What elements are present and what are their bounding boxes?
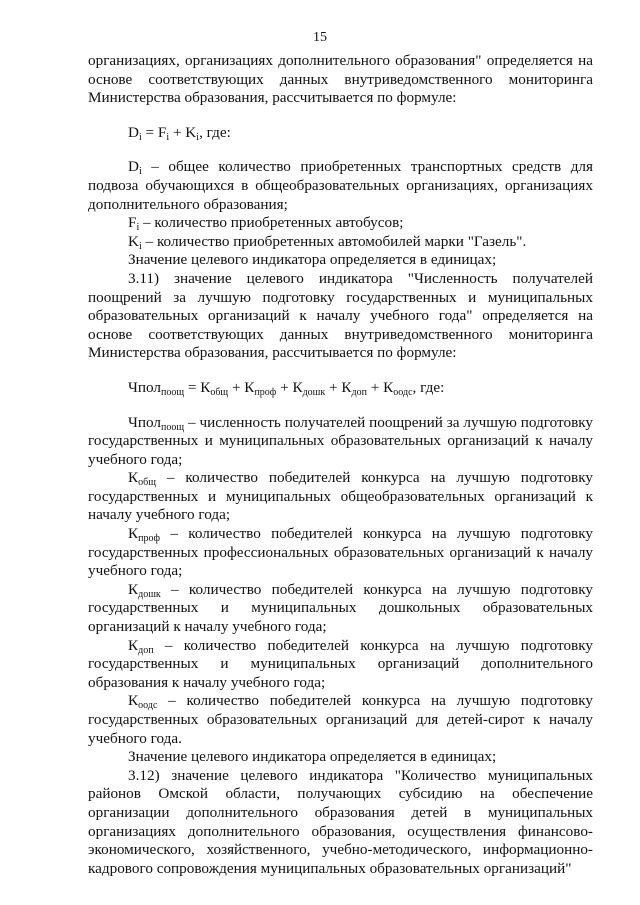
definition-k-prof: $К_{проф}$ – количество победителей конкурса на лучшую подготовку государственных профессиональных образовательных организаций к началу учебного года; [88,525,593,580]
definition-k-dop: $К_{доп}$ – количество победителей конкурса на лучшую подготовку государственных и муниципальных организаций дополнительного образования к началу учебного года; [88,636,593,691]
page-number: 15 [313,30,327,45]
definition-fi: $F_i$ – количество приобретенных автобусов; [128,214,404,234]
definition-k-obsch: $К_{общ}$ – количество победителей конкурса на лучшую подготовку государственных и муниципальных общеобразовательных организаций к началу учебного года; [88,469,593,524]
paragraph-continuation: организациях, организациях дополнительного образования" определяется на основе соответствующих данных внутриведомственного мониторинга Министерства образования, рассчитывается по формуле: [88,52,593,107]
formula-di: $D_i = F_i + K_i$, где: [128,123,231,143]
definition-chpol: Чпол$_{поощ}$ – численность получателей поощрений за лучшую подготовку государственных и муниципальных образовательных организаций к началу учебного года; [88,413,593,468]
unit-note-1: Значение целевого индикатора определяется в единицах; [128,251,497,269]
definition-k-oods: $К_{оодс}$ – количество победителей конкурса на лучшую подготовку государственных образовательных организаций для детей-сирот к началу учебного года. [88,692,593,747]
definition-di: $D_i$ – общее количество приобретенных транспортных средств для подвоза обучающихся в общеобразовательных организациях, организациях дополнительного образования; [88,158,593,213]
definition-ki: $K_i$ – количество приобретенных автомобилей марки "Газель". [128,232,527,252]
paragraph-3-11: 3.11) значение целевого индикатора "Численность получателей поощрений за лучшую подготовку государственных и муниципальных образовательных организаций к началу учебного года" определяется на основе соответствующих данных внутриведомственного мониторинга Министерства образования, рассчитывается по формуле: [88,269,593,362]
definition-k-doshk: $К_{дошк}$ – количество победителей конкурса на лучшую подготовку государственных и муниципальных дошкольных образовательных организаций к началу учебного года; [88,580,593,636]
unit-note-2: Значение целевого индикатора определяется в единицах; [128,748,497,766]
paragraph-3-12: 3.12) значение целевого индикатора "Количество муниципальных районов Омской области, получающих субсидию на обеспечение организации дополнительного образования детей в муниципальных организациях дополнительного образования, осуществления финансово-экономического, хозяйственного, учебно-методического, информационно-кадрового сопровождения муниципальных образовательных организаций" [88,766,593,877]
formula-chpol: Чпол$_{поощ}$ = $К_{общ} + К_{проф} + К_{дошк} + К_{доп} + К_{оодс}$, где: [128,378,445,398]
document-body [88,52,593,878]
